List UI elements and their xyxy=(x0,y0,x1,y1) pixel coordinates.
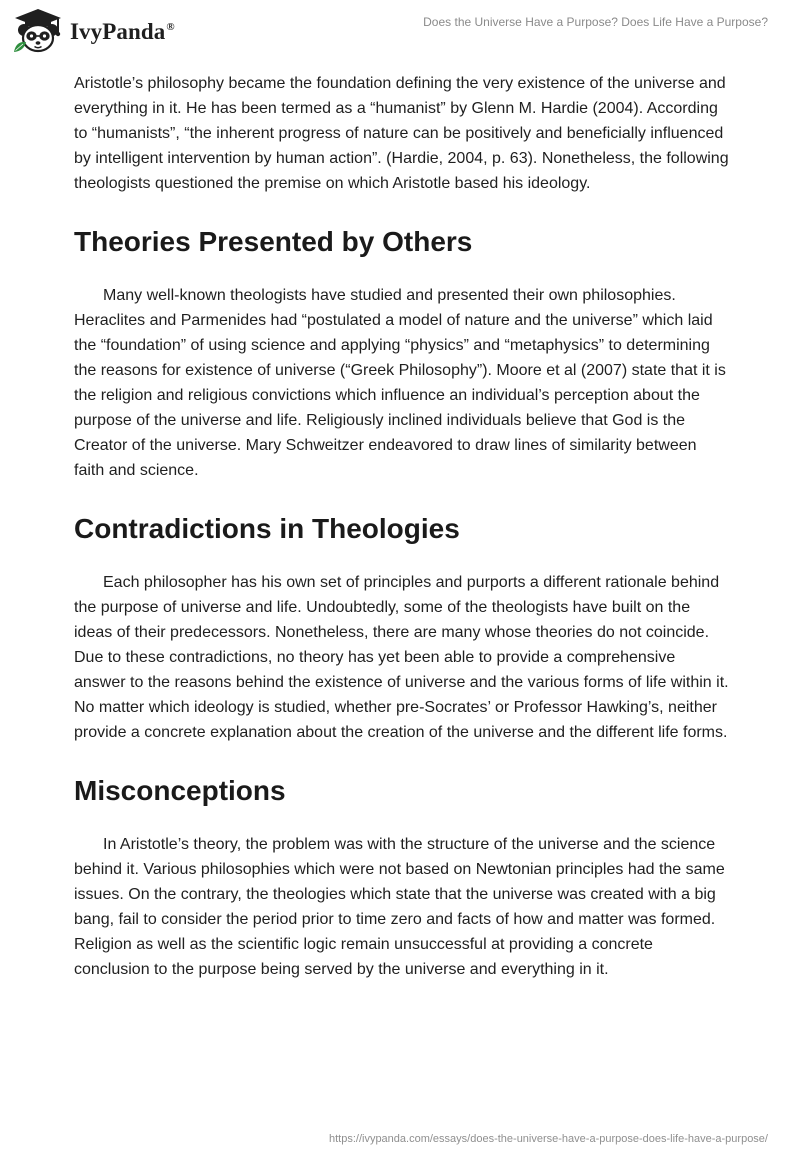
intro-paragraph: Aristotle’s philosophy became the foundation defining the very existence of the universe and everything in it. He has been termed as a “humanist” by Glenn M. Hardie (2004). According to “humanists”, “the inherent progress of nature can be positively and beneficially influenced by intelligent intervention by human action”. (Hardie, 2004, p. 63). Nonetheless, the following theologists questioned the premise on which Aristotle based his ideology. xyxy=(74,75,729,192)
brand-logo[interactable] xyxy=(12,8,175,54)
section-paragraph-misconceptions: In Aristotle’s theory, the problem was with the structure of the universe and the science behind it. Various philosophies which were not based on Newtonian principles had the same issues. On the contrary, the theologies which state that the universe was created with a big bang, fail to consider the period prior to time zero and facts of how and matter was formed. Religion as well as the scientific logic remain unsuccessful at providing a concrete conclusion to the purpose being served by the universe and everything in it. xyxy=(74,836,725,978)
registered-mark: ® xyxy=(166,21,175,34)
article-body xyxy=(74,71,730,982)
section-heading-misconceptions: Misconceptions xyxy=(74,775,286,806)
section-paragraph-contradictions: Each philosopher has his own set of principles and purports a different rationale behind the purpose of universe and life. Undoubtedly, some of the theologists have built on the ideas of their predecessors. Nonetheless, there are many whose theories do not coincide. Due to these contradictions, no theory has yet been able to provide a comprehensive answer to the reasons behind the existence of universe and the various forms of life within it. No matter which ideology is studied, whether pre-Socrates’ or Professor Hawking’s, neither provide a concrete explanation about the creation of the universe and the different life forms. xyxy=(74,574,729,741)
running-title: Does the Universe Have a Purpose? Does Life Have a Purpose? xyxy=(423,15,768,29)
panda-graduate-logo-icon xyxy=(12,8,64,54)
section-paragraph-theories: Many well-known theologists have studied and presented their own philosophies. Heraclites and Parmenides had “postulated a model of nature and the universe” which laid the “foundation” of using science and applying “physics” and “metaphysics” to determining the reasons for existence of universe (“Greek Philosophy”). Moore et al (2007) state that it is the religion and religious convictions which influence an individual’s perception about the purpose of the universe and life. Religiously inclined individuals believe that God is the Creator of the universe. Mary Schweitzer endeavored to draw lines of similarity between faith and science. xyxy=(74,287,726,479)
brand-name: IvyPanda® xyxy=(70,19,175,44)
source-url-link[interactable]: https://ivypanda.com/essays/does-the-universe-have-a-purpose-does-life-have-a-purpose/ xyxy=(328,1133,768,1145)
section-heading-contradictions: Contradictions in Theologies xyxy=(74,513,460,544)
section-heading-theories: Theories Presented by Others xyxy=(74,226,473,257)
page-header xyxy=(0,0,800,62)
